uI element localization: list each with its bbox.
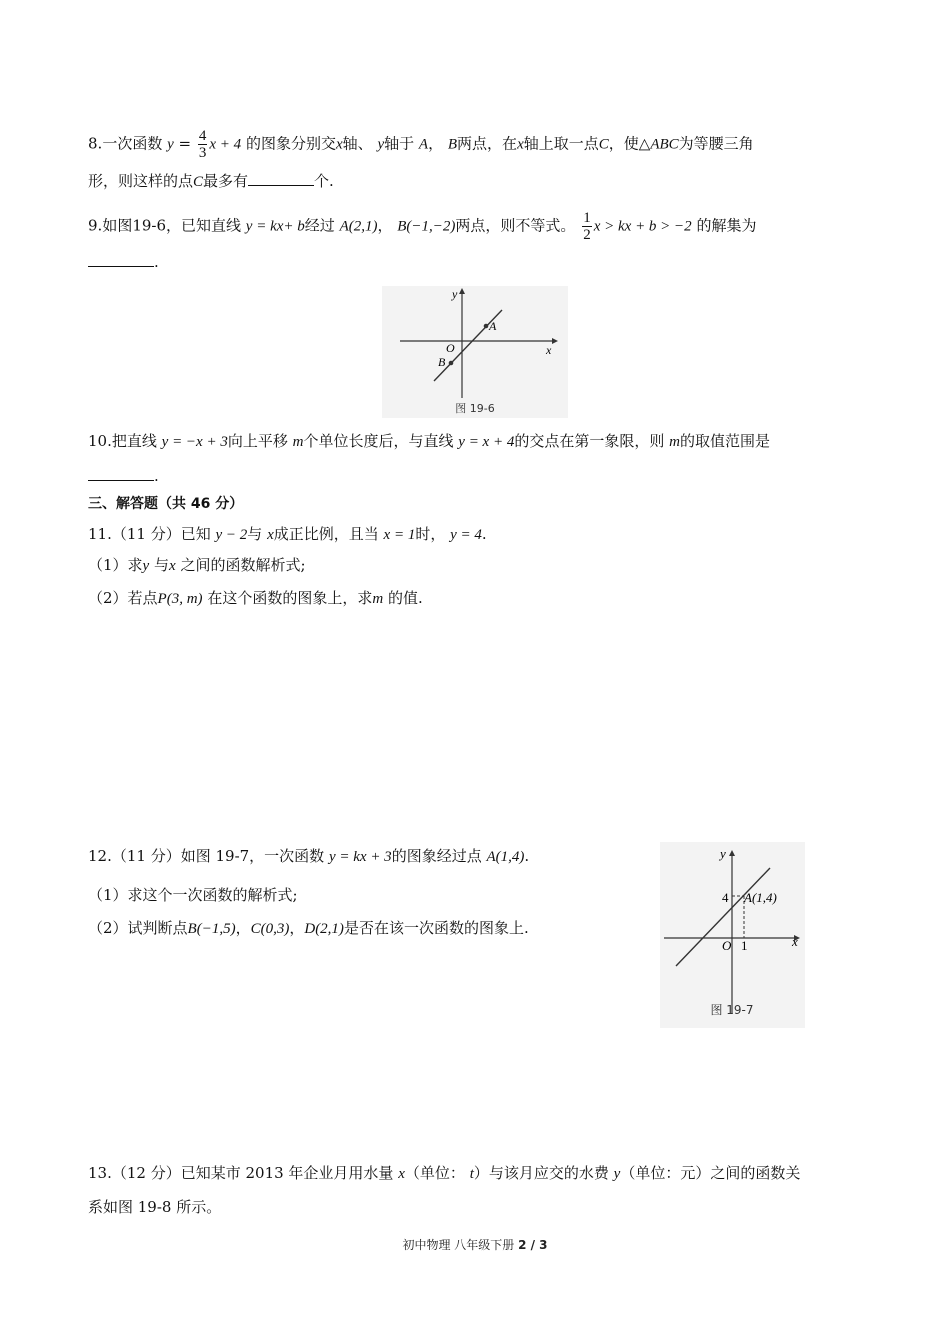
q10-line2: . <box>88 466 159 486</box>
x-axis-arrow-icon <box>552 338 558 344</box>
figure-caption: 图 19-7 <box>710 1003 754 1017</box>
point-b <box>449 361 454 366</box>
y-label: y <box>720 846 726 861</box>
figure-19-7-graph <box>660 842 805 1028</box>
q12-sub2: （2）试判断点B(−1,5)，C(0,3)，D(2,1)是否在该一次函数的图象上. <box>88 919 529 937</box>
q13-line1: 13.（12 分）已知某市 2013 年企业月用水量 x（单位： t）与该月应交的水费 y（单位：元）之间的函数关 <box>88 1164 801 1182</box>
q11-sub2: （2）若点P(3, m) 在这个函数的图象上，求m 的值. <box>88 589 423 607</box>
q9-line2: . <box>88 252 159 272</box>
origin-label: O <box>446 341 455 355</box>
answer-blank <box>88 252 154 267</box>
y-label: y <box>452 287 458 301</box>
a-label: A <box>489 319 497 333</box>
q12-sub1: （1）求这个一次函数的解析式; <box>88 886 298 904</box>
q11-sub1: （1）求y 与x 之间的函数解析式; <box>88 556 306 574</box>
page-footer: 初中物理 八年级下册 2 / 3 <box>402 1238 548 1252</box>
point-a-label: A(1,4) <box>744 890 777 905</box>
q8-fraction: $\frac{4}{3}$ <box>198 128 207 161</box>
figure-19-6 <box>382 286 568 418</box>
figure-caption: 图 19-6 <box>455 402 495 415</box>
point-a <box>484 324 489 329</box>
q12-line1: 12.（11 分）如图 19-7，一次函数 y = kx + 3的图象经过点 A(1,4). <box>88 847 530 865</box>
tick-1-label: 1 <box>741 938 748 953</box>
tick-4-label: 4 <box>722 890 729 905</box>
origin-label: O <box>722 938 732 953</box>
x-label: x <box>546 343 552 357</box>
y-axis-arrow-icon <box>459 288 465 294</box>
answer-blank <box>248 171 314 186</box>
y-axis-arrow-icon <box>729 850 735 856</box>
q9-fraction: $\frac{1}{2}$ <box>583 210 591 243</box>
q8-line2: 形，则这样的点C最多有 个. <box>88 172 334 190</box>
page-number: 2 / 3 <box>518 1238 548 1252</box>
section-title: 三、解答题（共 46 分） <box>88 496 244 512</box>
q10-line1: 10.把直线 y = −x + 3向上平移 m个单位长度后，与直线 y = x + 4的交点在第一象限，则 m的取值范围是 <box>88 432 770 450</box>
q8-line1: 8.一次函数 y = $\frac{4}{3}$ x + 4 的图象分别交x轴、 y轴于 A， B两点，在x轴上取一点C，使△ABC为等腰三角 <box>88 128 754 161</box>
b-label: B <box>438 355 446 369</box>
answer-blank <box>88 466 154 481</box>
x-label: x <box>792 934 798 949</box>
figure-19-6-graph <box>382 286 568 418</box>
q9-line1: 9.如图19-6，已知直线 y = kx+ b经过 A(2,1)， B(−1,−2)两点，则不等式。 $\frac{1}{2}$ x > kx + b > −2 的解集为 <box>88 210 757 243</box>
figure-19-7 <box>660 842 805 1028</box>
q13-line2: 系如图 19-8 所示。 <box>88 1198 222 1216</box>
q11-line1: 11.（11 分）已知 y − 2与 x成正比例，且当 x = 1时， y = 4. <box>88 525 487 543</box>
